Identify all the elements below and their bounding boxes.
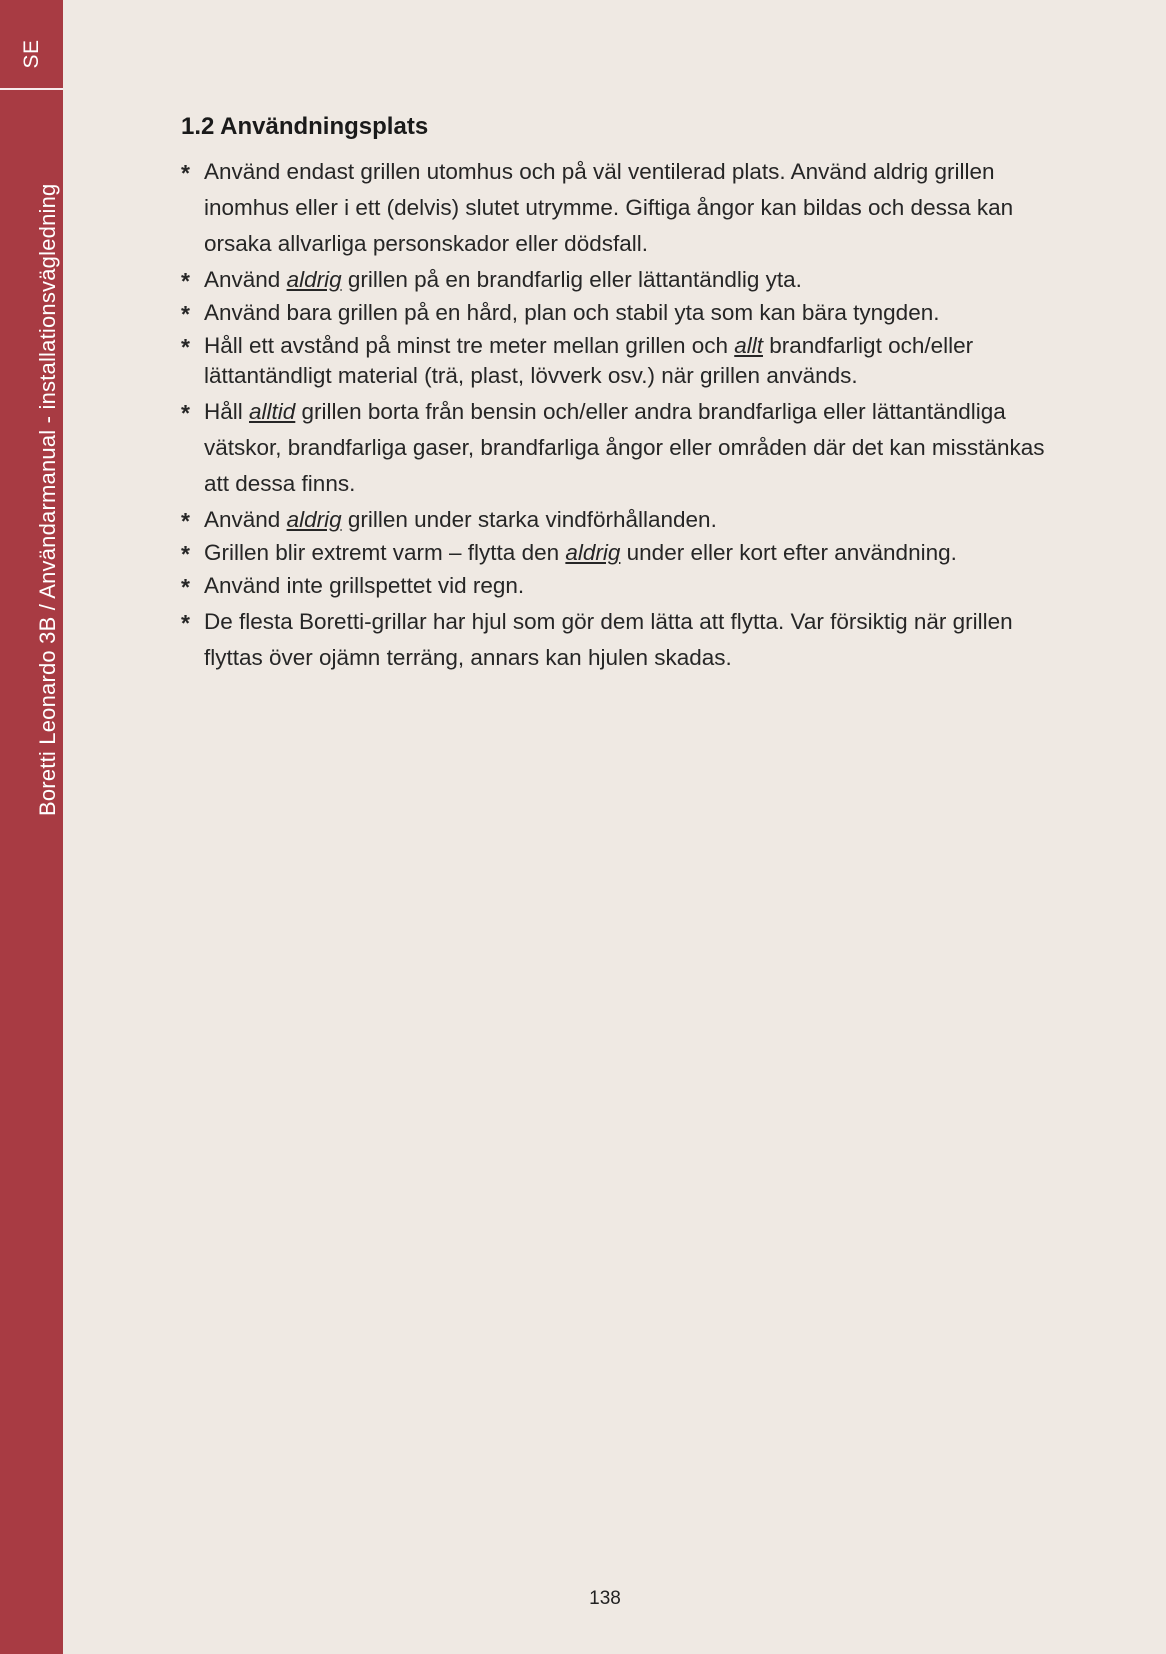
language-code: SE bbox=[20, 39, 43, 69]
item-text: Håll bbox=[204, 399, 250, 424]
list-item bbox=[181, 331, 1061, 391]
asterisk-bullet-icon: * bbox=[181, 610, 190, 636]
emphasis-text: aldrig bbox=[286, 267, 342, 292]
sidebar-document-title: Boretti Leonardo 3B / Användarmanual - installationsvägledning bbox=[35, 183, 60, 816]
asterisk-bullet-icon: * bbox=[181, 160, 190, 186]
emphasis-text: aldrig bbox=[286, 507, 342, 532]
sidebar-title-container bbox=[16, 104, 60, 816]
asterisk-bullet-icon: * bbox=[181, 334, 190, 360]
list-item bbox=[181, 394, 1061, 502]
item-text: brandfarligt och/eller lättantändligt material (trä, plast, lövverk osv.) när grillen används. bbox=[204, 333, 974, 388]
list-item bbox=[181, 298, 1061, 328]
list-item bbox=[181, 571, 1061, 601]
item-text: Använd inte grillspettet vid regn. bbox=[204, 573, 525, 598]
item-text: Använd bara grillen på en hård, plan och stabil yta som kan bära tyngden. bbox=[204, 300, 940, 325]
list-item bbox=[181, 505, 1061, 535]
asterisk-bullet-icon: * bbox=[181, 508, 190, 534]
item-text: Använd bbox=[204, 267, 287, 292]
list-item bbox=[181, 265, 1061, 295]
page-number: 138 bbox=[589, 1588, 621, 1609]
item-text: grillen borta från bensin och/eller andra brandfarliga eller lättantändliga vätskor, brandfarliga gaser, brandfarliga ångor eller områden där det kan misstänkas att dessa finns. bbox=[204, 399, 1045, 496]
item-text: Använd endast grillen utomhus och på väl ventilerad plats. Använd aldrig grillen inomhus eller i ett (delvis) slutet utrymme. Giftiga ångor kan bildas och dessa kan orsaka allvarliga personskador eller dödsfall. bbox=[204, 159, 1014, 256]
item-text: Använd bbox=[204, 507, 287, 532]
list-item bbox=[181, 604, 1061, 676]
asterisk-bullet-icon: * bbox=[181, 268, 190, 294]
sidebar-divider bbox=[0, 88, 63, 90]
emphasis-text: aldrig bbox=[565, 540, 621, 565]
list-item bbox=[181, 154, 1061, 262]
asterisk-bullet-icon: * bbox=[181, 574, 190, 600]
item-text: grillen på en brandfarlig eller lättantändlig yta. bbox=[341, 267, 802, 292]
item-text: under eller kort efter användning. bbox=[620, 540, 957, 565]
item-text: Håll ett avstånd på minst tre meter mellan grillen och bbox=[204, 333, 735, 358]
main-content bbox=[181, 110, 1061, 676]
asterisk-bullet-icon: * bbox=[181, 400, 190, 426]
asterisk-bullet-icon: * bbox=[181, 301, 190, 327]
emphasis-text: alltid bbox=[249, 399, 296, 424]
asterisk-bullet-icon: * bbox=[181, 541, 190, 567]
safety-bullet-list bbox=[181, 154, 1061, 676]
sidebar-band bbox=[0, 0, 63, 1654]
item-text: Grillen blir extremt varm – flytta den bbox=[204, 540, 566, 565]
emphasis-text: allt bbox=[734, 333, 763, 358]
section-heading: 1.2 Användningsplats bbox=[181, 113, 429, 140]
list-item bbox=[181, 538, 1061, 568]
item-text: De flesta Boretti-grillar har hjul som gör dem lätta att flytta. Var försiktig när grillen flyttas över ojämn terräng, annars kan hjulen skadas. bbox=[204, 609, 1013, 670]
item-text: grillen under starka vindförhållanden. bbox=[341, 507, 717, 532]
